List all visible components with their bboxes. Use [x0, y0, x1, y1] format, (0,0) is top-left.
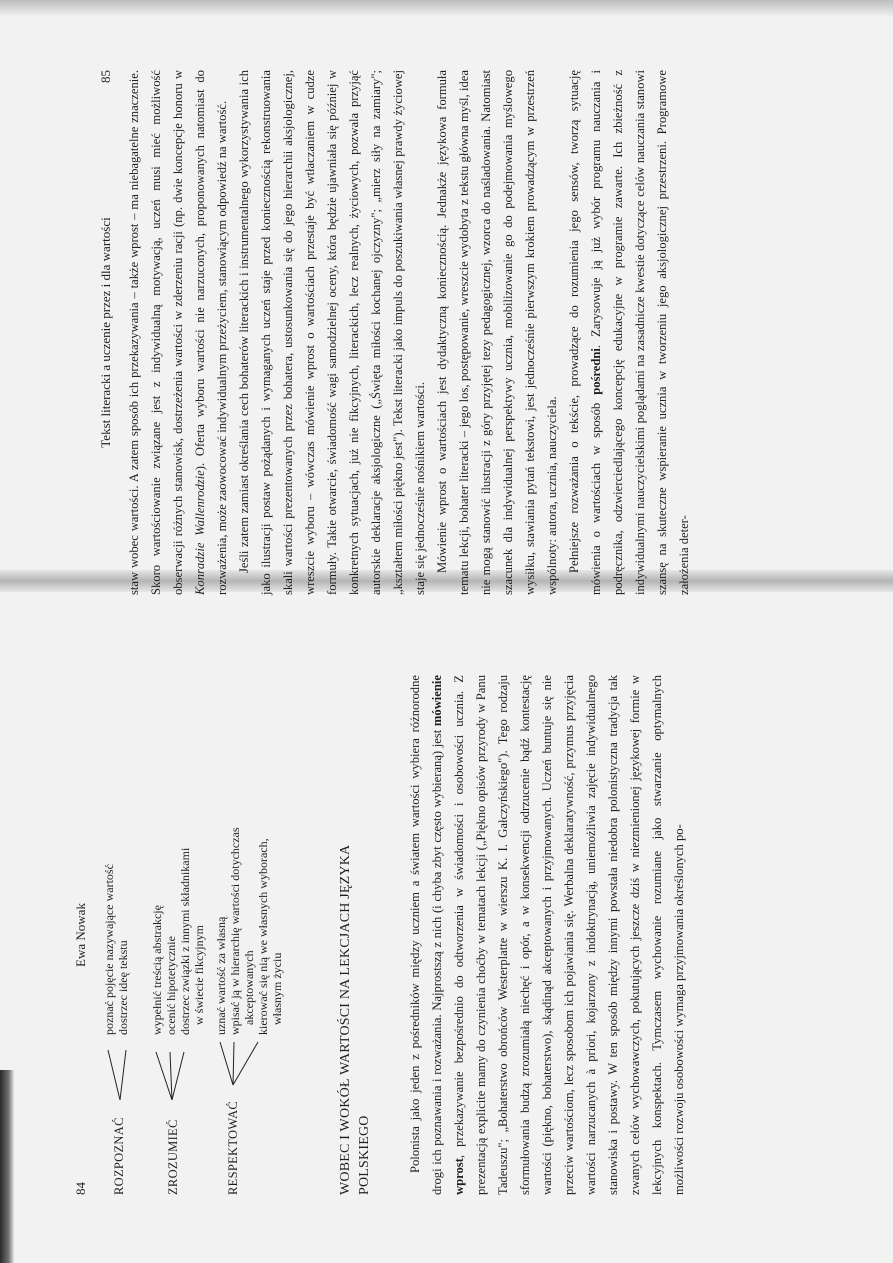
items-zrozumiec	[150, 848, 206, 1035]
items-respektowac	[214, 827, 284, 1035]
level-rozpoznac: ROZPOZNAĆ	[112, 1117, 126, 1195]
items-rozpoznac	[102, 864, 130, 1035]
running-head: Tekst literacki a uczenie przez i dla wartości	[98, 217, 113, 448]
page-number: 84	[73, 1182, 88, 1195]
values-diagram	[98, 675, 308, 1195]
level-zrozumiec: ZROZUMIEĆ	[166, 1119, 180, 1195]
top-shadow	[0, 0, 893, 16]
page-84	[70, 675, 840, 1195]
paragraph	[123, 70, 233, 595]
paragraph	[404, 675, 690, 1195]
running-head: Ewa Nowak	[73, 903, 88, 967]
page-number: 85	[98, 70, 113, 83]
diagram-item: wypełnić treścią abstrakcję	[150, 905, 164, 1035]
diagram-item: kierować się nią we własnych wyborach,	[256, 838, 270, 1035]
scan-edge-shadow	[0, 1070, 14, 1263]
text-run: staw wobec wartości. A zatem sposób ich przekazywania – także wprost – ma niebagatelne znaczenie. Skoro wartościowanie związane jest z indywidualną motywacją, uczeń musi mieć możliwość obserwacji różnych stanowisk, dostrzeżenia wartości w zderzeniu racji (np. dwie koncepcje honoru w	[127, 70, 185, 595]
bold-term: pośredni	[589, 348, 603, 395]
diagram-item: dostrzec związki z innymi składnikami	[178, 847, 192, 1035]
diagram-item: w świecie fikcyjnym	[192, 925, 206, 1025]
diagram-item: wpisać ją w hierarchię wartości dotychczas	[228, 827, 242, 1035]
paragraph	[563, 70, 695, 595]
text-run: Polonista jako jeden z pośredników między uczniem a światem wartości wybiera różnorodne drogi ich poznawania i rozważania. Najprostszą z nich (i chyba zbyt często wybieraną) jest	[408, 675, 444, 1195]
diagram-item: ocenić hipotetycznie	[164, 936, 178, 1035]
text-run: ). Oferta wyboru wartości nie narzuconych, proponowanych natomiast do rozważenia, może zaowocować indywidualnym przeżyciem, stanowiącym odpowiedź na wartość.	[193, 70, 229, 595]
text-run: . Zarysowuje ją już wybór programu nauczania i podręcznika, odzwierciedlającego koncepcję edukacyjne w programie zawarte. Ich zbieżność z indywidualnymi nauczycielskimi poglądami na zasadnicze kwestie dotyczące celów nauczania stanowi szansę na skuteczne wspieranie ucznia w tworzeniu jego aksjologicznej przestrzeni. Programowe założenia deter-	[589, 70, 691, 595]
diagram-arrows	[98, 1035, 308, 1100]
text-run: , przekazywanie bezpośrednio do odtworzenia w świadomości i osobowości ucznia. Z prezentacją explicite mamy do czynienia choćby w tematach lekcji („Piękno opisów przyrody w Panu Tadeuszu"; „Bohaterstwo obrońców Westerplatte w wierszu K. I. Gałczyńskiego"). Tego rodzaju sformułowania budzą zrozumiałą niechęć i opór, a w konsekwencji odrzucenie bądź kontestację wartości (piękno, bohaterstwo), skądinąd akceptowanych i przyjmowanych. Uczeń buntuje się nie przeciw wartościom, lecz sposobom ich pojawiania się. Werbalna deklaratywność, przymus przyjęcia wartości narzucanych à priori, kojarzony z indoktrynacją, uniemożliwia zajęcie indywidualnego stanowiska i postawy. W ten sposób między innymi powstała niedobra polonistyczna tradycja tak zwanych celów wychowawczych, pokutujących jeszcze dziś w niezmienionej językowej formie w lekcyjnych konspektach. Tymczasem wychowanie rozumiane jako stwarzanie optymalnych możliwości rozwoju osobowości wymaga przyjmowania określonych po-	[452, 675, 686, 1195]
diagram-item: uznać wartość za własną	[214, 916, 228, 1035]
page-85	[95, 70, 893, 595]
bold-term: mówienie wprost	[430, 675, 466, 1195]
italic-title: Konradzie Wallenrodzie	[193, 470, 207, 595]
diagram-item: poznać pojęcie nazywające wartość	[102, 864, 116, 1035]
paragraph: Mówienie wprost o wartościach jest dydaktyczną koniecznością. Jednakże językowa formuła tematu lekcji, bohater literacki – jego los, postępowanie, wreszcie wydobyta z tekstu główna myśl, idea nie mogą stanowić ilustracji z góry przyjętej tezy pedagogicznej, wzorca do naśladowania. Natomiast szacunek dla indywidualnej perspektywy ucznia, mobilizowanie go do podejmowania myślowego wysiłku, stawiania pytań tekstowi, jest jednocześnie pierwszym krokiem prowadzącym w przestrzeń wspólnoty: autora, ucznia, nauczyciela.	[435, 70, 559, 595]
section-title: WOBEC I WOKÓŁ WARTOŚCI NA LEKCJACH JĘZYKA POLSKIEGO	[338, 845, 372, 1195]
diagram-item: dostrzec ideę tekstu	[116, 940, 130, 1035]
page-header	[70, 675, 98, 1195]
diagram-item: akceptowanych	[242, 950, 256, 1025]
level-respektowac: RESPEKTOWAĆ	[226, 1100, 240, 1195]
paragraph: Jeśli zatem zamiast określania cech bohaterów literackich i instrumentalnego wykorzystywania ich jako ilustracji postaw pożądanych i wymaganych uczeń staje przed koniecznością rekonstruowania skali wartości prezentowanych przez bohatera, ustosunkowania się do jego hierarchii aksjologicznej, wreszcie wyboru – wówczas mówienie wprost o wartościach przestaje być wtłaczaniem w cudze formuły. Takie otwarcie, świadomość wagi samodzielnej oceny, która będzie ujawniała się później w konkretnych sytuacjach, już nie fikcyjnych, literackich, lecz realnych, życiowych, pozwala przyjąć autorskie deklaracje aksjologiczne („Święta miłości kochanej ojczyzny"; „mierz siły na zamiary"; „kształtem miłości piękno jest"). Tekst literacki jako impuls do poszukiwania własnej prawdy życiowej staje się jednocześnie nośnikiem wartości.	[237, 70, 427, 595]
diagram-item: własnym życiu	[270, 952, 284, 1025]
text-run: Pełniejsze rozważania o tekście, prowadzące do rozumienia jego sensów, tworzą sytuację mówienia o wartościach w sposób	[567, 70, 603, 595]
page-header	[95, 70, 123, 595]
